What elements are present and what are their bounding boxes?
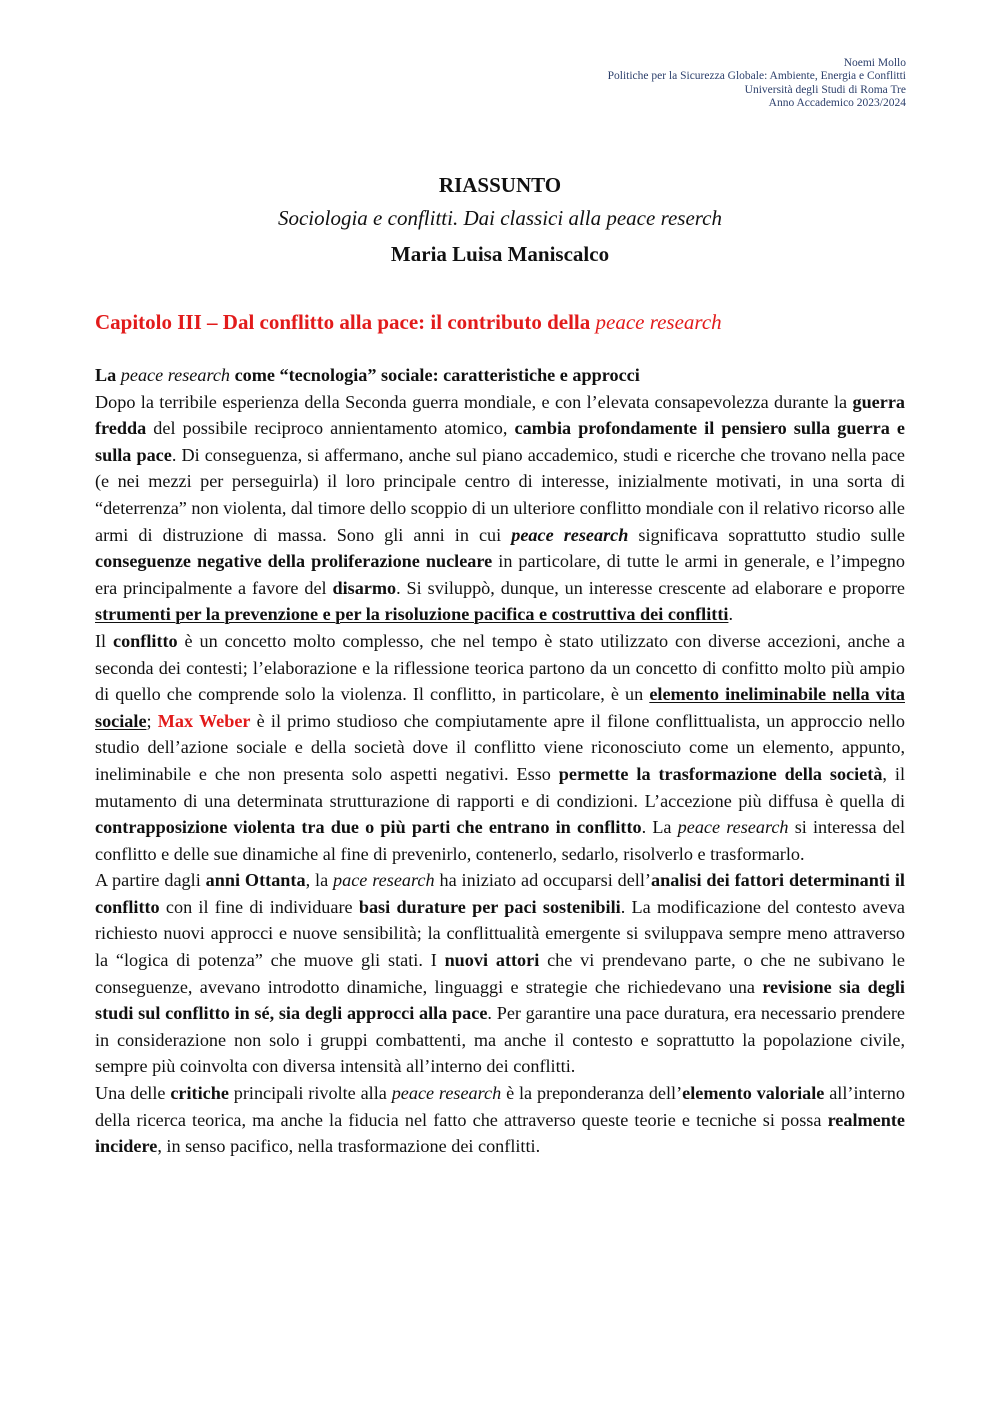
chapter-heading-italic: peace research	[595, 310, 722, 334]
text-span: all’interno della ricerca teorica, ma anche la fiducia nel fatto che attraverso queste teorie e tecniche si possa	[95, 1083, 905, 1130]
text-span: del possibile reciproco annientamento atomico,	[146, 418, 515, 439]
text-span: . Di conseguenza, si affermano, anche sul piano accademico, studi e ricerche che trovano nella pace (e nei mezzi per perseguirla) il loro principale centro di interesse, inizialmente motivati, in una sorta di “deterrenza” non violenta, dal timore dello scoppio di un ulteriore conflitto mondiale con il relativo ricorso alle armi di distruzione di massa. Sono gli anni in cui	[95, 444, 905, 545]
text-span: è la preponderanza dell’	[501, 1083, 683, 1104]
book-author: Maria Luisa Maniscalco	[390, 242, 610, 266]
paragraph-2	[95, 628, 905, 867]
section-heading-lead: La	[95, 365, 121, 385]
title-block	[0, 170, 1000, 272]
italic-text: peace research	[391, 1083, 502, 1104]
text-span: , in senso pacifico, nella trasformazione dei conflitti.	[157, 1136, 541, 1157]
body-text	[95, 362, 905, 1160]
text-span: Il	[95, 630, 113, 651]
text-span: .	[728, 604, 733, 625]
text-span: Una delle	[95, 1083, 171, 1104]
italic-text: pace research	[333, 870, 435, 891]
bold-text: basi durature per paci sostenibili	[358, 896, 621, 917]
bold-text: revisione sia degli studi sul conflitto in sé, sia degli approcci alla pace	[95, 976, 905, 1024]
text-span: . Per garantire una pace duratura, era necessario prendere in considerazione non solo i gruppi combattenti, ma anche il contesto e soprattutto la popolazione civile, sempre più coinvolta con diversa intensità all’interno dei conflitti.	[95, 1003, 905, 1077]
bold-text: contrapposizione violenta tra due o più parti che entrano in conflitto	[95, 817, 642, 838]
bold-text: anni Ottanta	[205, 870, 306, 891]
bold-text: elemento valoriale	[682, 1083, 825, 1104]
section-heading-rest: come “tecnologia” sociale: caratteristiche e approcci	[230, 365, 640, 385]
bold-underlined-text: elemento ineliminabile nella vita sociale	[95, 684, 905, 731]
page-header	[608, 57, 906, 111]
text-span: in particolare, di tutte le armi in generale, e l’impegno era principalmente a favore del	[95, 551, 905, 598]
text-span: ha iniziato ad occuparsi dell’	[434, 870, 651, 891]
text-span: . Si sviluppò, dunque, un interesse crescente ad elaborare e proporre	[396, 577, 905, 598]
text-span: è il primo studioso che compiutamente apre il filone conflittualista, un approccio nello studio dell’azione sociale e della società dove il conflitto viene riconosciuto come un elemento, appunto, ineliminabile e che non presenta solo aspetti negativi. Esso	[95, 710, 905, 784]
document-title: RIASSUNTO	[438, 173, 562, 197]
bold-text: guerra fredda	[95, 391, 905, 439]
bold-text: permette la trasformazione della società	[558, 763, 883, 784]
paragraph-1	[95, 389, 905, 628]
chapter-heading-text: Capitolo III – Dal conflitto alla pace: il contributo della	[95, 310, 596, 334]
section-heading-italic: peace research	[120, 365, 231, 385]
chapter-heading	[95, 307, 722, 337]
header-university: Università degli Studi di Roma Tre	[744, 83, 906, 96]
paragraph-3	[95, 867, 905, 1080]
bold-text: conflitto	[113, 630, 178, 651]
text-span: che vi prendevano parte, o che ne subivano le conseguenze, avevano introdotto dinamiche, linguaggi e strategie che richiedevano una	[95, 950, 905, 997]
bold-underlined-text: strumenti per la prevenzione e per la risoluzione pacifica e costruttiva dei conflitti	[95, 604, 729, 625]
text-span: . La	[641, 817, 678, 838]
italic-text: peace research	[677, 817, 789, 838]
bold-text: nuovi attori	[444, 950, 540, 971]
header-course: Politiche per la Sicurezza Globale: Ambiente, Energia e Conflitti	[607, 70, 906, 83]
bold-text: analisi dei fattori determinanti il conflitto	[95, 870, 905, 917]
bold-text: conseguenze negative della proliferazione nucleare	[95, 551, 493, 572]
bold-italic-text: peace research	[511, 524, 629, 545]
paragraph-4	[95, 1080, 905, 1160]
bold-text: disarmo	[332, 577, 397, 598]
bold-text: realmente incidere	[95, 1109, 905, 1157]
text-span: ;	[146, 710, 158, 731]
book-title: Sociologia e conflitti. Dai classici alla peace reserch	[277, 206, 722, 230]
text-span: Dopo la terribile esperienza della Seconda guerra mondiale, e con l’elevata consapevolezza durante la	[95, 391, 853, 412]
text-span: . La modificazione del contesto aveva richiesto nuovi approcci e nuove sensibilità; la conflittualità emergente si sviluppava sempre meno attraverso la “logica di potenza” che muove gli stati. I	[95, 896, 905, 971]
section-heading	[95, 362, 905, 389]
header-author: Noemi Mollo	[843, 57, 906, 69]
text-span: con il fine di individuare	[159, 896, 359, 917]
text-span: si interessa del conflitto e delle sue dinamiche al fine di prevenirlo, contenerlo, sedarlo, risolverlo e trasformarlo.	[95, 817, 905, 864]
bold-text: cambia profondamente il pensiero sulla guerra e sulla pace	[95, 418, 905, 465]
text-span: A partire dagli	[95, 870, 206, 891]
header-year: Anno Accademico 2023/2024	[768, 97, 906, 110]
text-span: , la	[305, 870, 334, 891]
text-span: , il mutamento di una determinata strutturazione di rapporti e di condizioni. L’accezione più diffusa è quella di	[95, 763, 906, 811]
text-span: principali rivolte alla	[228, 1083, 392, 1104]
highlighted-name: Max Weber	[157, 710, 251, 731]
text-span: significava soprattutto studio sulle	[628, 524, 905, 545]
text-span: è un concetto molto complesso, che nel tempo è stato utilizzato con diverse accezioni, anche a seconda dei contesti; l’elaborazione e la riflessione teorica partono da un concetto di confitto molto più ampio di quello che comprende solo la violenza. Il conflitto, in particolare, è un	[95, 630, 905, 705]
bold-text: critiche	[170, 1083, 229, 1104]
